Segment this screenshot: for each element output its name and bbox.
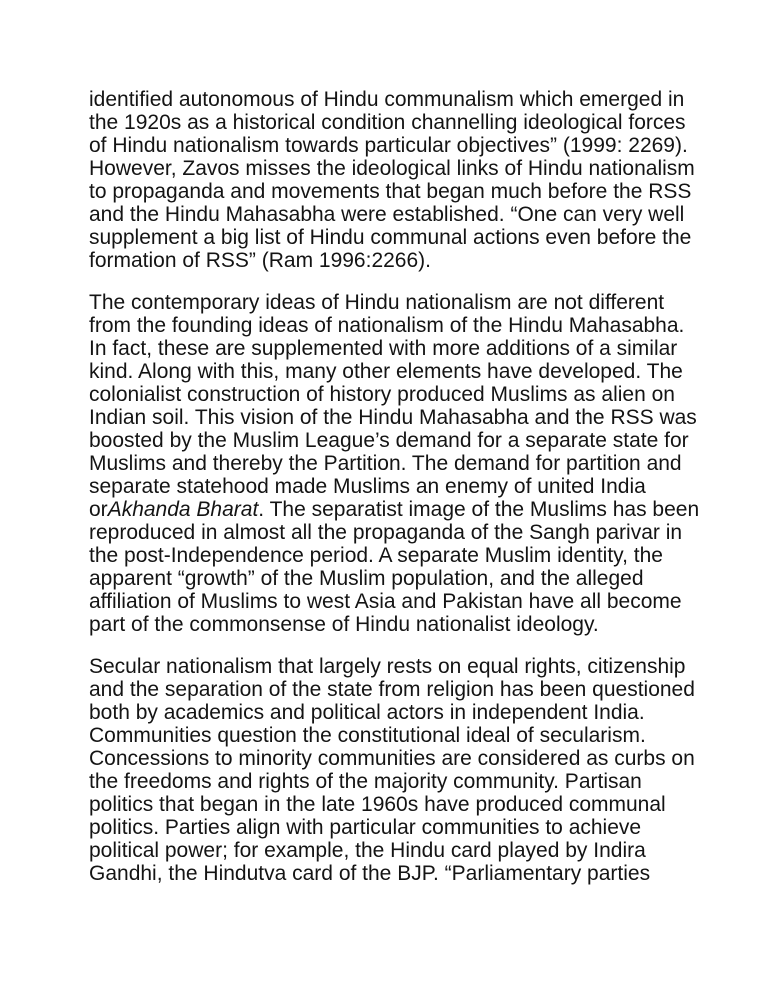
- text-segment: apparent “growth” of the Muslim population, and the alleged: [89, 567, 644, 590]
- text-segment: Gandhi, the Hindutva card of the BJP. “Parliamentary parties: [89, 862, 651, 885]
- text-line: [89, 770, 689, 793]
- text-segment: politics that began in the late 1960s have produced communal: [89, 793, 666, 816]
- text-segment: supplement a big list of Hindu communal actions even before the: [89, 226, 692, 249]
- text-segment: colonialist construction of history produced Muslims as alien on: [89, 383, 675, 406]
- text-segment: politics. Parties align with particular communities to achieve: [89, 816, 642, 839]
- text-segment: political power; for example, the Hindu card played by Indira: [89, 839, 646, 862]
- text-segment: reproduced in almost all the propaganda of the Sangh parivar in: [89, 521, 683, 544]
- text-line: [89, 793, 689, 816]
- text-segment: or: [89, 498, 108, 521]
- paragraph: [89, 655, 695, 885]
- text-line: [89, 134, 689, 157]
- text-segment: part of the commonsense of Hindu nationalist ideology.: [89, 613, 599, 636]
- text-line: [89, 747, 695, 770]
- text-line: [89, 613, 689, 636]
- text-line: [89, 655, 689, 678]
- text-line: [89, 567, 689, 590]
- text-line: [89, 724, 689, 747]
- text-line: [89, 701, 689, 724]
- text-segment: . The separatist image of the Muslims has been: [258, 498, 700, 521]
- text-line: [89, 226, 692, 249]
- text-line: [89, 544, 689, 567]
- text-segment: formation of RSS” (Ram 1996:2266).: [89, 249, 431, 272]
- text-line: [89, 180, 692, 203]
- text-line: [89, 452, 689, 475]
- text-line: [89, 475, 689, 498]
- text-line: [89, 157, 695, 180]
- paragraph: [89, 291, 700, 636]
- text-segment: Indian soil. This vision of the Hindu Mahasabha and the RSS was: [89, 406, 697, 429]
- text-segment: of Hindu nationalism towards particular objectives” (1999: 2269).: [89, 134, 688, 157]
- text-segment: Communities question the constitutional ideal of secularism.: [89, 724, 646, 747]
- text-line: [89, 406, 697, 429]
- text-segment: identified autonomous of Hindu communalism which emerged in: [89, 88, 685, 111]
- paragraph: [89, 88, 695, 272]
- text-line: [89, 678, 695, 701]
- text-segment: separate statehood made Muslims an enemy of united India: [89, 475, 646, 498]
- text-line: [89, 291, 689, 314]
- text-line: [89, 249, 689, 272]
- text-segment: from the founding ideas of nationalism of the Hindu Mahasabha.: [89, 314, 685, 337]
- text-segment: affiliation of Muslims to west Asia and Pakistan have all become: [89, 590, 682, 613]
- text-line: [89, 839, 689, 862]
- text-line: [89, 337, 689, 360]
- text-segment: Secular nationalism that largely rests on equal rights, citizenship: [89, 655, 686, 678]
- text-line: [89, 383, 689, 406]
- text-line: [89, 429, 689, 452]
- text-segment: In fact, these are supplemented with more additions of a similar: [89, 337, 678, 360]
- text-line: [89, 521, 689, 544]
- text-segment: the post-Independence period. A separate Muslim identity, the: [89, 544, 663, 567]
- text-line: [89, 111, 689, 134]
- text-segment: the 1920s as a historical condition channelling ideological forces: [89, 111, 686, 134]
- text-line: [89, 862, 689, 885]
- text-segment: both by academics and political actors in independent India.: [89, 701, 645, 724]
- text-line: [89, 816, 689, 839]
- text-segment: the freedoms and rights of the majority community. Partisan: [89, 770, 642, 793]
- italic-text: Akhanda Bharat: [107, 498, 259, 521]
- text-line: [89, 88, 689, 111]
- text-line: [89, 498, 700, 521]
- text-segment: However, Zavos misses the ideological links of Hindu nationalism: [89, 157, 695, 180]
- text-segment: The contemporary ideas of Hindu nationalism are not different: [89, 291, 665, 314]
- text-segment: Muslims and thereby the Partition. The demand for partition and: [89, 452, 682, 475]
- text-line: [89, 590, 689, 613]
- text-line: [89, 360, 689, 383]
- text-line: [89, 314, 689, 337]
- text-segment: Concessions to minority communities are considered as curbs on: [89, 747, 695, 770]
- text-segment: and the Hindu Mahasabha were established. “One can very well: [89, 203, 685, 226]
- text-segment: to propaganda and movements that began much before the RSS: [89, 180, 692, 203]
- text-segment: kind. Along with this, many other elements have developed. The: [89, 360, 683, 383]
- text-segment: and the separation of the state from religion has been questioned: [89, 678, 695, 701]
- text-line: [89, 203, 689, 226]
- text-content: [89, 88, 700, 904]
- text-segment: boosted by the Muslim League’s demand for a separate state for: [89, 429, 689, 452]
